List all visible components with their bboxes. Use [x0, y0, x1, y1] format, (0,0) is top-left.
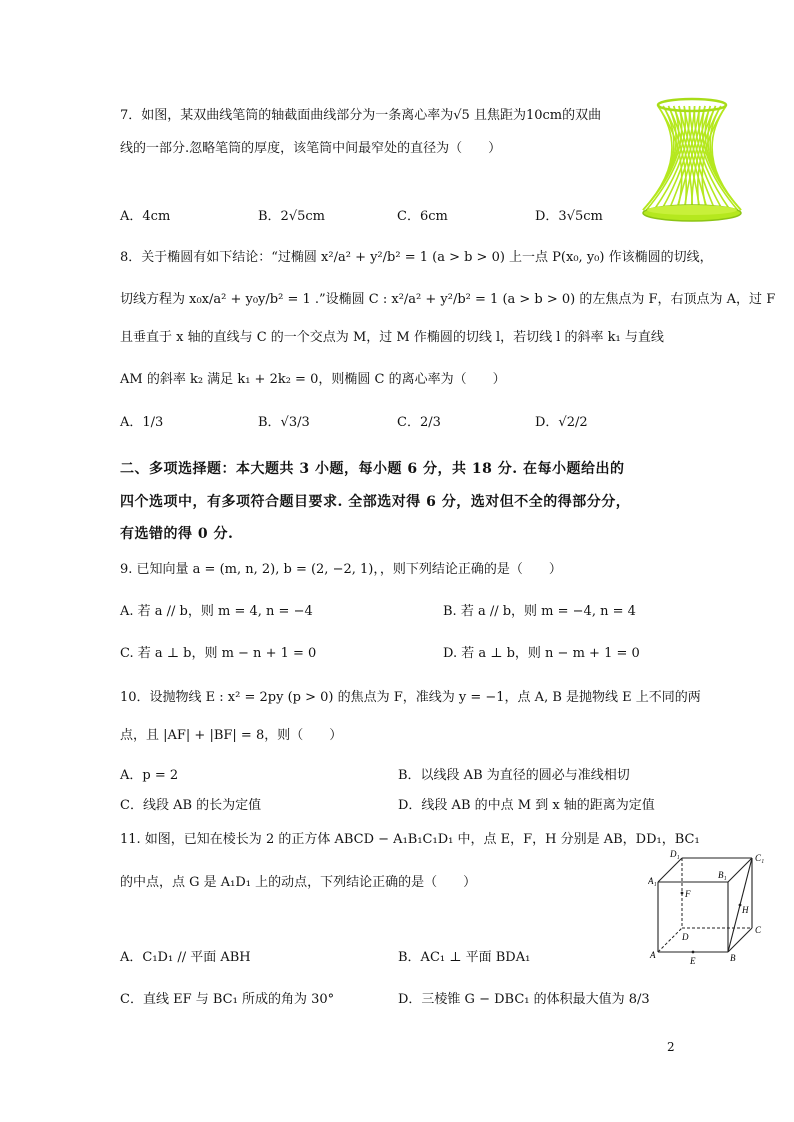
q10-option-d: D．线段 AB 的中点 M 到 x 轴的距离为定值 [398, 798, 655, 813]
q9-option-c: C. 若 a ⊥ b，则 m − n + 1 = 0 [120, 646, 317, 661]
q11-line2: 的中点，点 G 是 A₁D₁ 上的动点，下列结论正确的是（ ） [120, 875, 477, 890]
q10-option-c: C．线段 AB 的长为定值 [120, 798, 262, 813]
q10-option-a: A．p = 2 [120, 768, 179, 783]
q10-line1: 10．设抛物线 E : x² = 2py (p > 0) 的焦点为 F，准线为 y = −1，点 A, B 是抛物线 E 上不同的两 [120, 690, 701, 705]
cube-label-c: C [755, 925, 762, 935]
cube-diagram [648, 850, 772, 966]
cube-label-d: D [682, 932, 689, 942]
cube-label-a1: A₁ [648, 876, 657, 886]
section2-line1: 二、多项选择题：本大题共 3 小题，每小题 6 分，共 18 分. 在每小题给出的 [120, 461, 625, 477]
cube-label-e: E [690, 956, 696, 966]
cube-label-h: H [742, 905, 749, 915]
cube-label-d1: D₁ [670, 850, 680, 859]
q7-line1: 7．如图，某双曲线笔筒的轴截面曲线部分为一条离心率为√5 且焦距为10cm的双曲 [120, 108, 602, 123]
q8-option-d: D．√2/2 [535, 415, 588, 430]
q7-line2: 线的一部分.忽略笔筒的厚度，该笔筒中间最窄处的直径为（ ） [120, 141, 502, 156]
cube-label-a: A [650, 950, 656, 960]
q8-option-a: A．1/3 [120, 415, 164, 430]
q7-option-c: C．6cm [397, 209, 448, 224]
q11-option-a: A．C₁D₁ // 平面 ABH [120, 950, 251, 965]
q8-option-c: C．2/3 [397, 415, 441, 430]
q8-line1: 8．关于椭圆有如下结论：“过椭圆 x²/a² + y²/b² = 1 (a > b > 0) 上一点 P(x₀, y₀) 作该椭圆的切线， [120, 250, 713, 265]
q11-option-d: D．三棱锥 G − DBC₁ 的体积最大值为 8/3 [398, 992, 650, 1007]
q7-option-a: A．4cm [120, 209, 171, 224]
q11-option-c: C．直线 EF 与 BC₁ 所成的角为 30° [120, 992, 335, 1007]
q11-line1: 11. 如图，已知在棱长为 2 的正方体 ABCD − A₁B₁C₁D₁ 中，点 E，F，H 分别是 AB，DD₁，BC₁ [120, 832, 700, 847]
q10-option-b: B．以线段 AB 为直径的圆必与准线相切 [398, 768, 630, 783]
section2-line2: 四个选项中，有多项符合题目要求. 全部选对得 6 分，选对但不全的得部分分， [120, 494, 631, 510]
cube-label-f: F [685, 889, 691, 899]
q9-option-b: B. 若 a // b，则 m = −4, n = 4 [443, 604, 636, 619]
q11-option-b: B．AC₁ ⊥ 平面 BDA₁ [398, 950, 531, 965]
q7-option-b: B．2√5cm [258, 209, 325, 224]
q10-line2: 点，且 |AF| + |BF| = 8，则（ ） [120, 728, 343, 743]
hyperboloid-vase-illustration [640, 96, 744, 228]
q9-line1: 9. 已知向量 a = (m, n, 2), b = (2, −2, 1)，，则下列结论正确的是（ ） [120, 562, 562, 577]
cube-label-c1: C₁ [755, 853, 765, 863]
q8-option-b: B．√3/3 [258, 415, 310, 430]
section2-line3: 有选错的得 0 分. [120, 526, 234, 542]
q8-line2: 切线方程为 x₀x/a² + y₀y/b² = 1 .”设椭圆 C : x²/a² + y²/b² = 1 (a > b > 0) 的左焦点为 F，右顶点为 A，过 F [120, 292, 776, 307]
page-number: 2 [667, 1040, 675, 1054]
q9-option-a: A. 若 a // b，则 m = 4, n = −4 [120, 604, 313, 619]
q7-option-d: D．3√5cm [535, 209, 603, 224]
q8-line4: AM 的斜率 k₂ 满足 k₁ + 2k₂ = 0，则椭圆 C 的离心率为（ ） [120, 372, 506, 387]
q9-option-d: D. 若 a ⊥ b，则 n − m + 1 = 0 [443, 646, 640, 661]
cube-label-b1: B₁ [718, 870, 727, 880]
q8-line3: 且垂直于 x 轴的直线与 C 的一个交点为 M，过 M 作椭圆的切线 l，若切线 l 的斜率 k₁ 与直线 [120, 330, 664, 345]
cube-label-b: B [730, 953, 736, 963]
